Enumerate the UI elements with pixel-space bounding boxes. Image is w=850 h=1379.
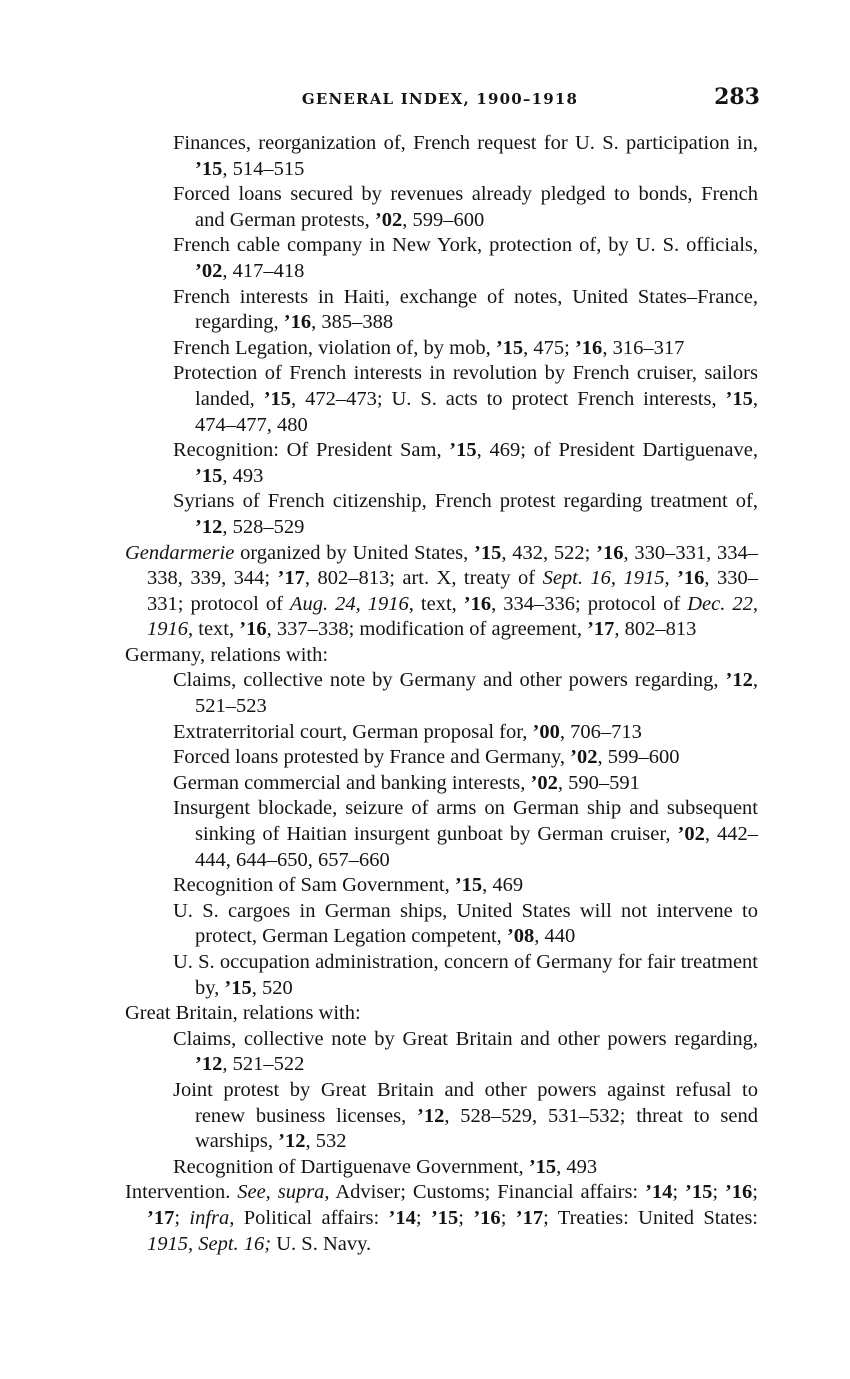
index-subentry — [125, 899, 758, 950]
entry-text: Political affairs: — [234, 1206, 389, 1229]
entry-text: ; — [752, 1181, 758, 1204]
year-ref: ’12 — [195, 1053, 223, 1076]
year-ref: ’16 — [724, 1181, 753, 1204]
entry-text: , 532 — [305, 1130, 347, 1153]
year-ref: ’15 — [195, 157, 223, 180]
year-ref: ’16 — [596, 541, 624, 564]
entry-text: , 520 — [251, 976, 293, 999]
year-ref: ’12 — [195, 515, 223, 538]
entry-text: Protection of French interests in revolution by French cruiser, sailors landed, — [173, 362, 758, 410]
entry-text: , 330–331, 334–338, 339, 344; — [147, 541, 758, 590]
year-ref: ’12 — [417, 1104, 445, 1127]
year-ref: ’16 — [677, 567, 705, 590]
entry-text: U. S. occupation administration, concern of Germany for fair treatment by, — [173, 951, 758, 999]
index-subentry — [125, 1078, 758, 1155]
italic-text: Dec. 22, 1916 — [147, 592, 758, 641]
year-ref: ’02 — [374, 208, 403, 231]
index-subentry — [125, 668, 758, 719]
running-title: GENERAL INDEX, 1900–1918 — [301, 90, 579, 108]
entry-text: , 469 — [482, 874, 524, 897]
page-number: 283 — [714, 84, 760, 110]
index-subentry — [125, 489, 758, 540]
entry-text: Recognition: Of President Sam, — [173, 439, 450, 462]
entry-text: , 514–515 — [222, 157, 305, 180]
entry-text: Claims, collective note by Germany and other powers regarding, — [173, 669, 726, 692]
entry-text: , 802–813; art. X, treaty of — [304, 567, 543, 590]
entry-text: French interests in Haiti, exchange of notes, United States–France, regarding, — [173, 285, 758, 334]
entry-text: Insurgent blockade, seizure of arms on German ship and subsequent sinking of Haitian insurgent gunboat by German cruiser, — [173, 797, 758, 846]
entry-text: , 474–477, 480 — [195, 387, 758, 436]
year-ref: ’15 — [454, 874, 483, 897]
index-subentry — [125, 361, 758, 438]
entry-text: ; — [415, 1206, 431, 1229]
year-ref: ’15 — [474, 541, 502, 564]
entry-text: U. S. cargoes in German ships, United States will not intervene to protect, German Legation competent, — [173, 899, 758, 948]
entry-text: , 334–336; protocol of — [491, 592, 688, 615]
year-ref: ’02 — [530, 771, 558, 794]
entry-text: Intervention. — [125, 1181, 238, 1204]
entry-text: , 337–338; modification of agreement, — [266, 618, 588, 641]
index-subentry — [125, 796, 758, 873]
year-ref: ’17 — [515, 1206, 544, 1229]
entry-text: , 599–600 — [597, 746, 680, 769]
index-entry — [125, 1001, 758, 1027]
index-subentry — [125, 1155, 758, 1181]
entry-text: , text, — [408, 592, 464, 615]
year-ref: ’15 — [430, 1206, 459, 1229]
index-entries — [125, 131, 758, 1257]
year-ref: ’00 — [532, 720, 560, 743]
entry-text: , 493 — [556, 1155, 598, 1178]
year-ref: ’15 — [528, 1155, 557, 1178]
entry-text: , 432, 522; — [501, 541, 597, 564]
index-subentry — [125, 285, 758, 336]
entry-text: ; Treaties: United States: — [543, 1206, 758, 1229]
entry-text: , text, — [188, 618, 240, 641]
index-subentry — [125, 182, 758, 233]
year-ref: ’17 — [277, 567, 305, 590]
year-ref: ’02 — [195, 259, 223, 282]
entry-text: Forced loans secured by revenues already pledged to bonds, French and German protests, — [173, 183, 758, 231]
year-ref: ’17 — [587, 618, 615, 641]
entry-text: Extraterritorial court, German proposal for, — [173, 720, 533, 743]
year-ref: ’15 — [685, 1181, 713, 1204]
entry-text: Recognition of Dartiguenave Government, — [173, 1155, 529, 1178]
italic-text: Sept. 16, 1915 — [542, 567, 665, 590]
entry-text: Great Britain, relations with: — [125, 1002, 361, 1025]
entry-text: , 385–388 — [311, 311, 394, 334]
entry-text: ; — [458, 1206, 474, 1229]
index-subentry — [125, 745, 758, 771]
index-subentry — [125, 1027, 758, 1078]
index-subentry — [125, 336, 758, 362]
year-ref: ’17 — [147, 1206, 175, 1229]
year-ref: ’14 — [645, 1181, 673, 1204]
index-subentry — [125, 233, 758, 284]
year-ref: ’15 — [224, 976, 252, 999]
year-ref: ’12 — [725, 669, 753, 692]
entry-text: , 802–813 — [614, 618, 697, 641]
year-ref: ’15 — [263, 387, 292, 410]
year-ref: ’16 — [239, 618, 267, 641]
entry-text: Finances, reorganization of, French request for U. S. participation in, — [173, 132, 758, 154]
index-subentry — [125, 720, 758, 746]
entry-text: Germany, relations with: — [125, 643, 329, 666]
entry-text: ; — [174, 1206, 190, 1229]
year-ref: ’02 — [570, 746, 598, 769]
italic-text: See, supra, — [237, 1181, 330, 1204]
entry-text: Recognition of Sam Government, — [173, 874, 455, 897]
entry-text: U. S. Navy. — [271, 1232, 372, 1255]
entry-text: , 469; of President Dartiguenave, — [476, 439, 758, 462]
entry-text: German commercial and banking interests, — [173, 771, 531, 794]
entry-text: , 590–591 — [557, 771, 640, 794]
year-ref: ’08 — [506, 925, 535, 948]
entry-text: ; — [500, 1206, 516, 1229]
entry-text: , 493 — [222, 464, 264, 487]
year-ref: ’16 — [473, 1206, 501, 1229]
running-head — [120, 84, 760, 114]
entry-text: , — [664, 567, 678, 590]
entry-text: , 528–529, 531–532; threat to send warships, — [195, 1104, 758, 1153]
year-ref: ’15 — [495, 336, 524, 359]
entry-text: , 521–522 — [222, 1053, 305, 1076]
index-subentry — [125, 950, 758, 1001]
entry-text: organized by United States, — [234, 541, 475, 564]
entry-text: , 417–418 — [222, 259, 305, 282]
year-ref: ’02 — [677, 823, 705, 846]
italic-text: Aug. 24, 1916 — [289, 592, 409, 615]
entry-text: Syrians of French citizenship, French protest regarding treatment of, — [173, 490, 758, 513]
index-subentry — [125, 771, 758, 797]
index-subentry — [125, 438, 758, 489]
entry-text: , 528–529 — [222, 515, 305, 538]
entry-text: , 706–713 — [559, 720, 642, 743]
italic-text: Gendarmerie — [125, 541, 235, 564]
index-entry — [125, 643, 758, 669]
year-ref: ’16 — [283, 311, 312, 334]
index-entry — [125, 541, 758, 643]
index-subentry — [125, 131, 758, 182]
italic-text: 1915, Sept. 16; — [147, 1232, 272, 1255]
year-ref: ’15 — [195, 464, 223, 487]
entry-text: ; — [672, 1181, 686, 1204]
index-subentry — [125, 873, 758, 899]
year-ref: ’14 — [388, 1206, 416, 1229]
entry-text: , 316–317 — [602, 336, 685, 359]
entry-text: Claims, collective note by Great Britain and other powers regarding, — [173, 1027, 758, 1050]
entry-text: ; — [712, 1181, 725, 1204]
entry-text: , 475; — [523, 336, 575, 359]
year-ref: ’15 — [449, 439, 477, 462]
entry-text: , 521–523 — [195, 669, 758, 718]
year-ref: ’12 — [278, 1130, 306, 1153]
entry-text: Forced loans protested by France and Germany, — [173, 746, 571, 769]
year-ref: ’15 — [725, 387, 753, 410]
entry-text: Adviser; Customs; Financial affairs: — [329, 1181, 646, 1204]
year-ref: ’16 — [574, 336, 603, 359]
year-ref: ’16 — [463, 592, 492, 615]
entry-text: , 330–331; protocol of — [147, 567, 758, 615]
entry-text: , 440 — [534, 925, 576, 948]
entry-text: , 442–444, 644–650, 657–660 — [195, 823, 759, 871]
entry-text: , 599–600 — [402, 208, 485, 231]
entry-text: French cable company in New York, protection of, by U. S. officials, — [173, 234, 758, 257]
index-entry — [125, 1180, 758, 1257]
entry-text: , 472–473; U. S. acts to protect French interests, — [291, 387, 726, 410]
entry-text: French Legation, violation of, by mob, — [173, 336, 496, 359]
entry-text: Joint protest by Great Britain and other powers against refusal to renew business licenses, — [173, 1078, 758, 1127]
italic-text: infra, — [189, 1206, 235, 1229]
